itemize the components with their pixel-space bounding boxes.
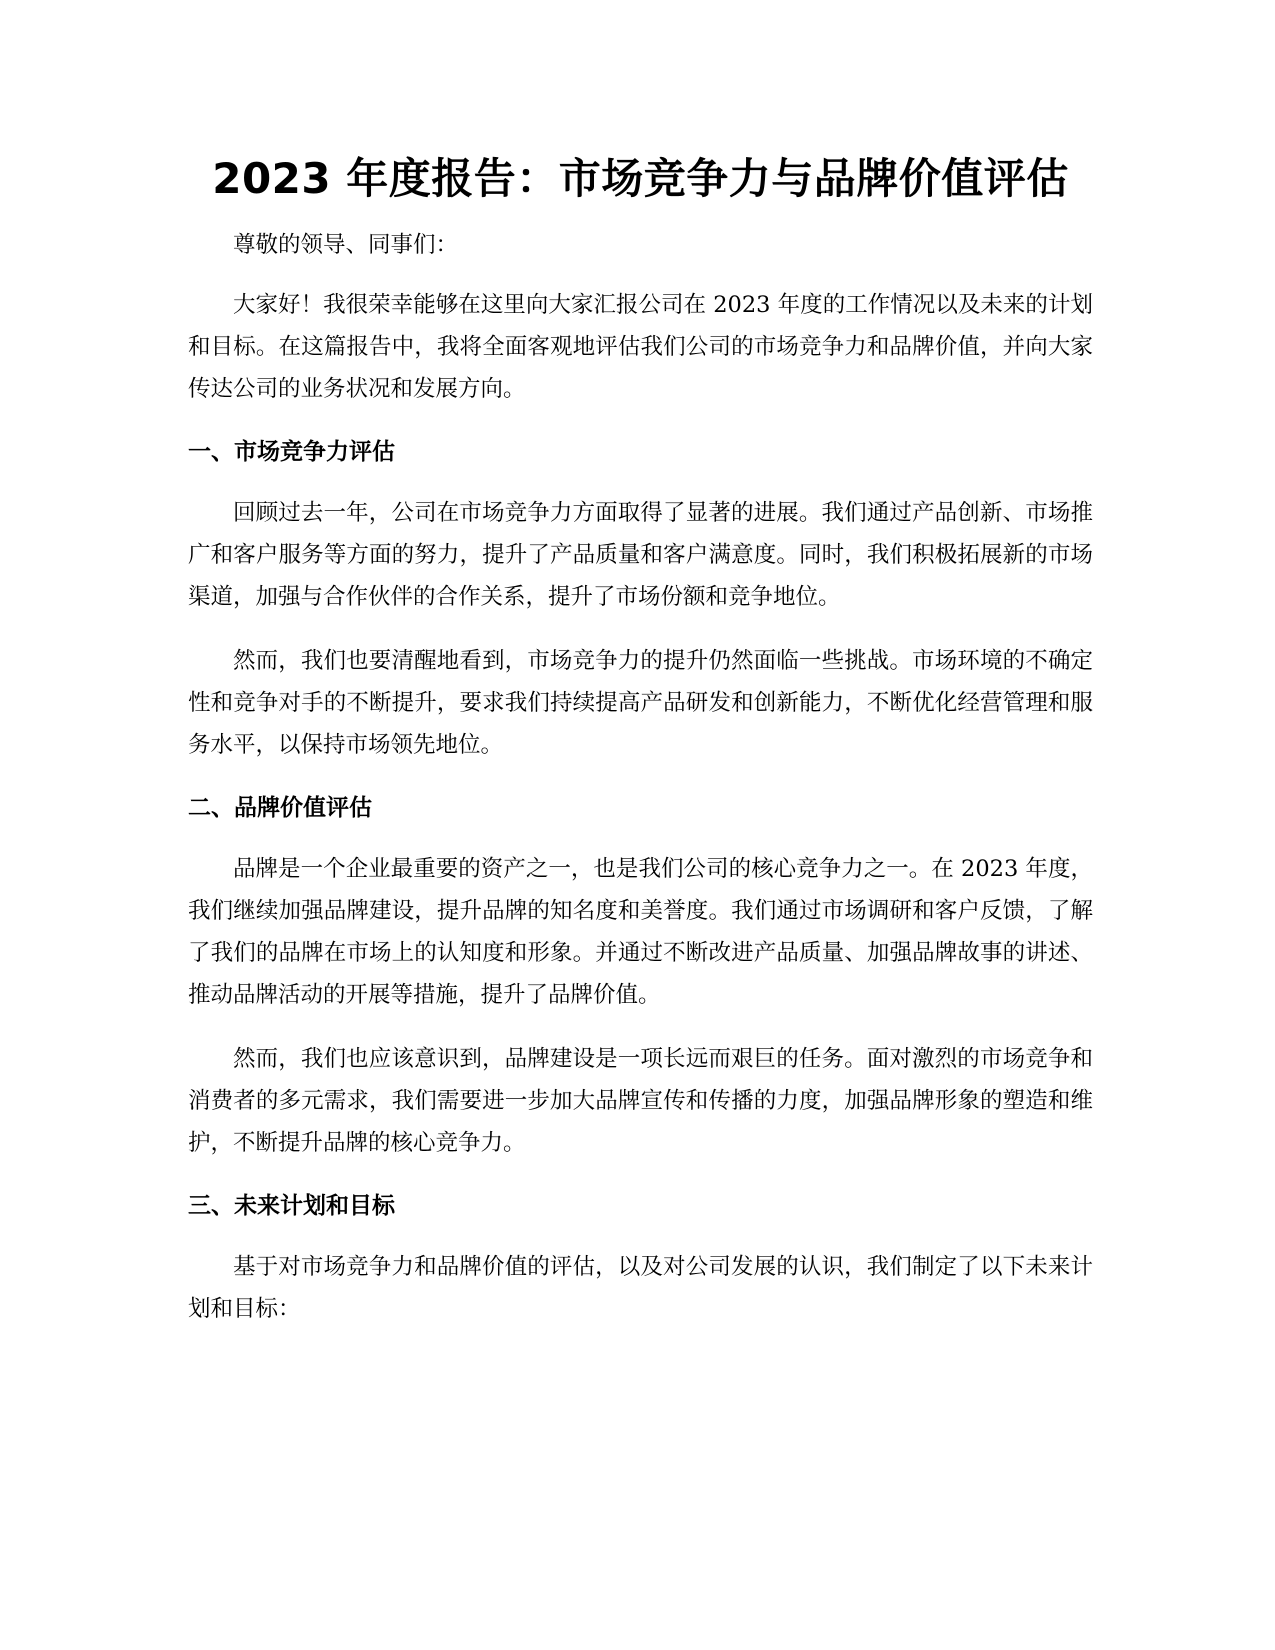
document-body [188, 150, 1093, 1352]
section-3-paragraph-1: 基于对市场竞争力和品牌价值的评估，以及对公司发展的认识，我们制定了以下未来计划和目标： [188, 1254, 1093, 1322]
intro-paragraph: 大家好！我很荣幸能够在这里向大家汇报公司在 2023 年度的工作情况以及未来的计划和目标。在这篇报告中，我将全面客观地评估我们公司的市场竞争力和品牌价值，并向大家传达公司的业务状况和发展方向。 [188, 292, 1093, 402]
document-title: 2023 年度报告：市场竞争力与品牌价值评估 [212, 154, 1069, 203]
section-1-paragraph-1: 回顾过去一年，公司在市场竞争力方面取得了显著的进展。我们通过产品创新、市场推广和客户服务等方面的努力，提升了产品质量和客户满意度。同时，我们积极拓展新的市场渠道，加强与合作伙伴的合作关系，提升了市场份额和竞争地位。 [188, 500, 1093, 610]
section-heading-market-competitiveness: 一、市场竞争力评估 [188, 439, 395, 465]
section-heading-future-plans: 三、未来计划和目标 [188, 1193, 395, 1219]
greeting-paragraph: 尊敬的领导、同事们： [233, 232, 459, 258]
section-2-paragraph-1: 品牌是一个企业最重要的资产之一，也是我们公司的核心竞争力之一。在 2023 年度，我们继续加强品牌建设，提升品牌的知名度和美誉度。我们通过市场调研和客户反馈，了解了我们的品牌在市场上的认知度和形象。并通过不断改进产品质量、加强品牌故事的讲述、推动品牌活动的开展等措施，提升了品牌价值。 [188, 856, 1093, 1008]
section-2-paragraph-2: 然而，我们也应该意识到，品牌建设是一项长远而艰巨的任务。面对激烈的市场竞争和消费者的多元需求，我们需要进一步加大品牌宣传和传播的力度，加强品牌形象的塑造和维护，不断提升品牌的核心竞争力。 [188, 1046, 1093, 1156]
section-1-paragraph-2: 然而，我们也要清醒地看到，市场竞争力的提升仍然面临一些挑战。市场环境的不确定性和竞争对手的不断提升，要求我们持续提高产品研发和创新能力，不断优化经营管理和服务水平，以保持市场领先地位。 [188, 648, 1093, 758]
section-heading-brand-value: 二、品牌价值评估 [188, 795, 372, 821]
